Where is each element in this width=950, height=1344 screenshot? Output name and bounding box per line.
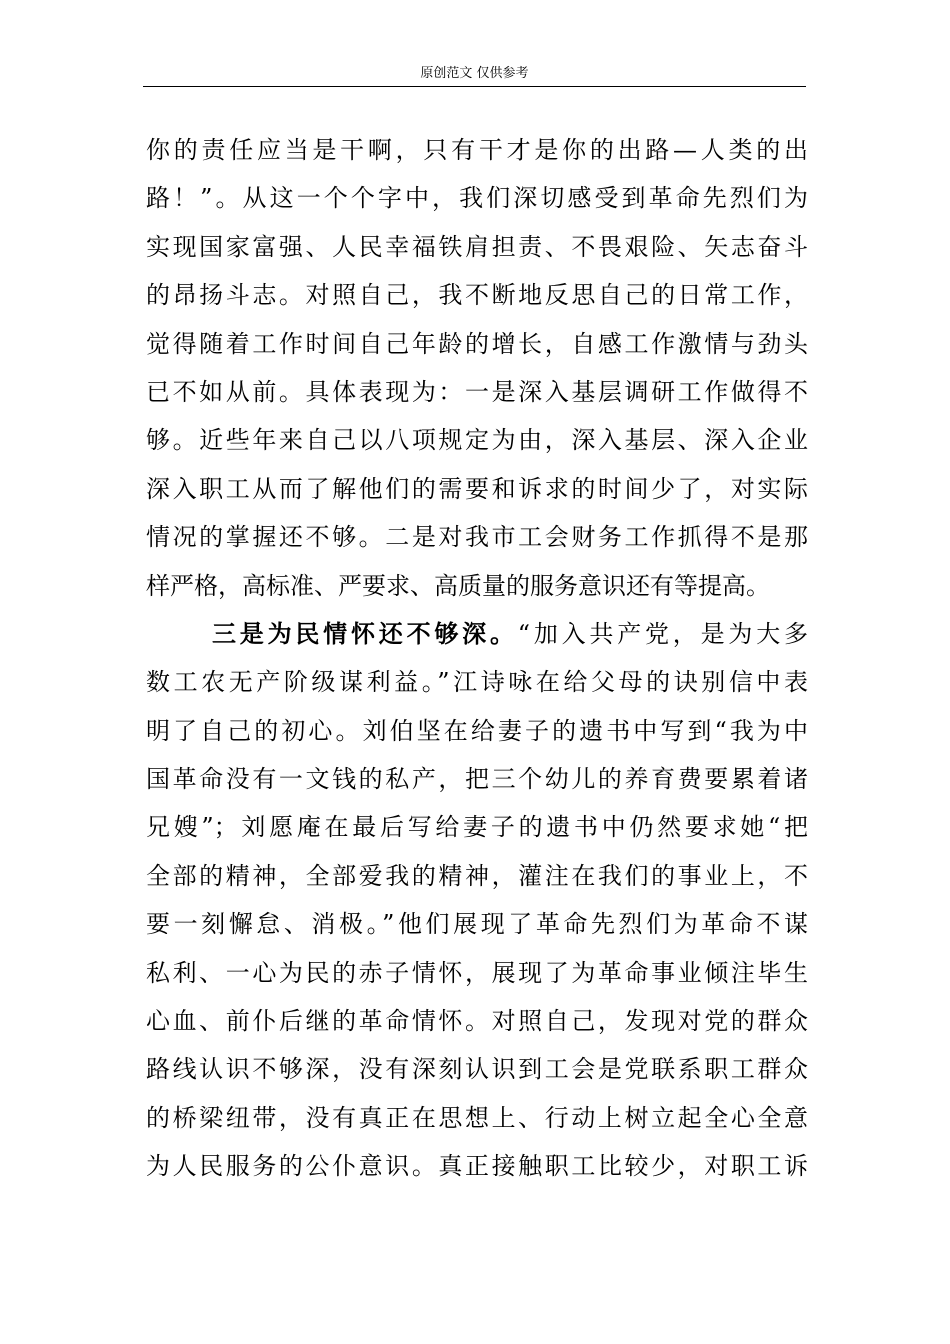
paragraph-line: 已不如从前。具体表现为：一是深入基层调研工作做得不 <box>146 377 808 406</box>
paragraph-line: 深入职工从而了解他们的需要和诉求的时间少了，对实际 <box>146 474 808 503</box>
paragraph-1 <box>146 126 808 610</box>
paragraph-line: 全部的精神，全部爱我的精神，灌注在我们的事业上，不 <box>146 861 808 890</box>
paragraph-heading: 三是为民情怀还不够深。 <box>212 618 518 648</box>
paragraph-line: 兄嫂”；刘愿庵在最后写给妻子的遗书中仍然要求她“把 <box>146 813 808 842</box>
paragraph-line: 要一刻懈怠、消极。”他们展现了革命先烈们为革命不谋 <box>146 910 808 939</box>
paragraph-line: 样严格，高标准、严要求、高质量的服务意识还有等提高。 <box>146 571 770 600</box>
paragraph-first-line-text: “加入共产党，是为大多 <box>517 619 808 648</box>
paragraph-line: 心血、前仆后继的革命情怀。对照自己，发现对党的群众 <box>146 1007 808 1036</box>
paragraph-line: 你的责任应当是干啊，只有干才是你的出路—人类的出 <box>146 136 808 164</box>
header-text: 原创范文 仅供参考 <box>420 66 529 81</box>
paragraph-first-line <box>146 610 808 658</box>
paragraph-line: 情况的掌握还不够。二是对我市工会财务工作抓得不是那 <box>146 523 808 552</box>
paragraph-line: 路！”。从这一个个字中，我们深切感受到革命先烈们为 <box>146 184 808 213</box>
paragraph-line: 觉得随着工作时间自己年龄的增长，自感工作激情与劲头 <box>146 329 808 358</box>
paragraph-line: 国革命没有一文钱的私产，把三个幼儿的养育费要累着诸 <box>146 765 808 794</box>
paragraph-line: 的昂扬斗志。对照自己，我不断地反思自己的日常工作， <box>146 281 808 310</box>
paragraph-2 <box>146 610 808 1191</box>
paragraph-line: 为人民服务的公仆意识。真正接触职工比较少，对职工诉 <box>146 1152 808 1181</box>
paragraph-line: 路线认识不够深，没有深刻认识到工会是党联系职工群众 <box>146 1055 808 1084</box>
paragraph-line: 私利、一心为民的赤子情怀，展现了为革命事业倾注毕生 <box>146 958 808 987</box>
paragraph-line: 够。近些年来自己以八项规定为由，深入基层、深入企业 <box>146 426 808 455</box>
paragraph-line: 明了自己的初心。刘伯坚在给妻子的遗书中写到“我为中 <box>146 716 808 745</box>
paragraph-line: 的桥梁纽带，没有真正在思想上、行动上树立起全心全意 <box>146 1103 808 1132</box>
page-header <box>143 66 806 87</box>
paragraph-line: 数工农无产阶级谋利益。”江诗咏在给父母的诀别信中表 <box>146 668 808 697</box>
document-body <box>146 126 808 1191</box>
paragraph-line: 实现国家富强、人民幸福铁肩担责、不畏艰险、矢志奋斗 <box>146 232 808 261</box>
